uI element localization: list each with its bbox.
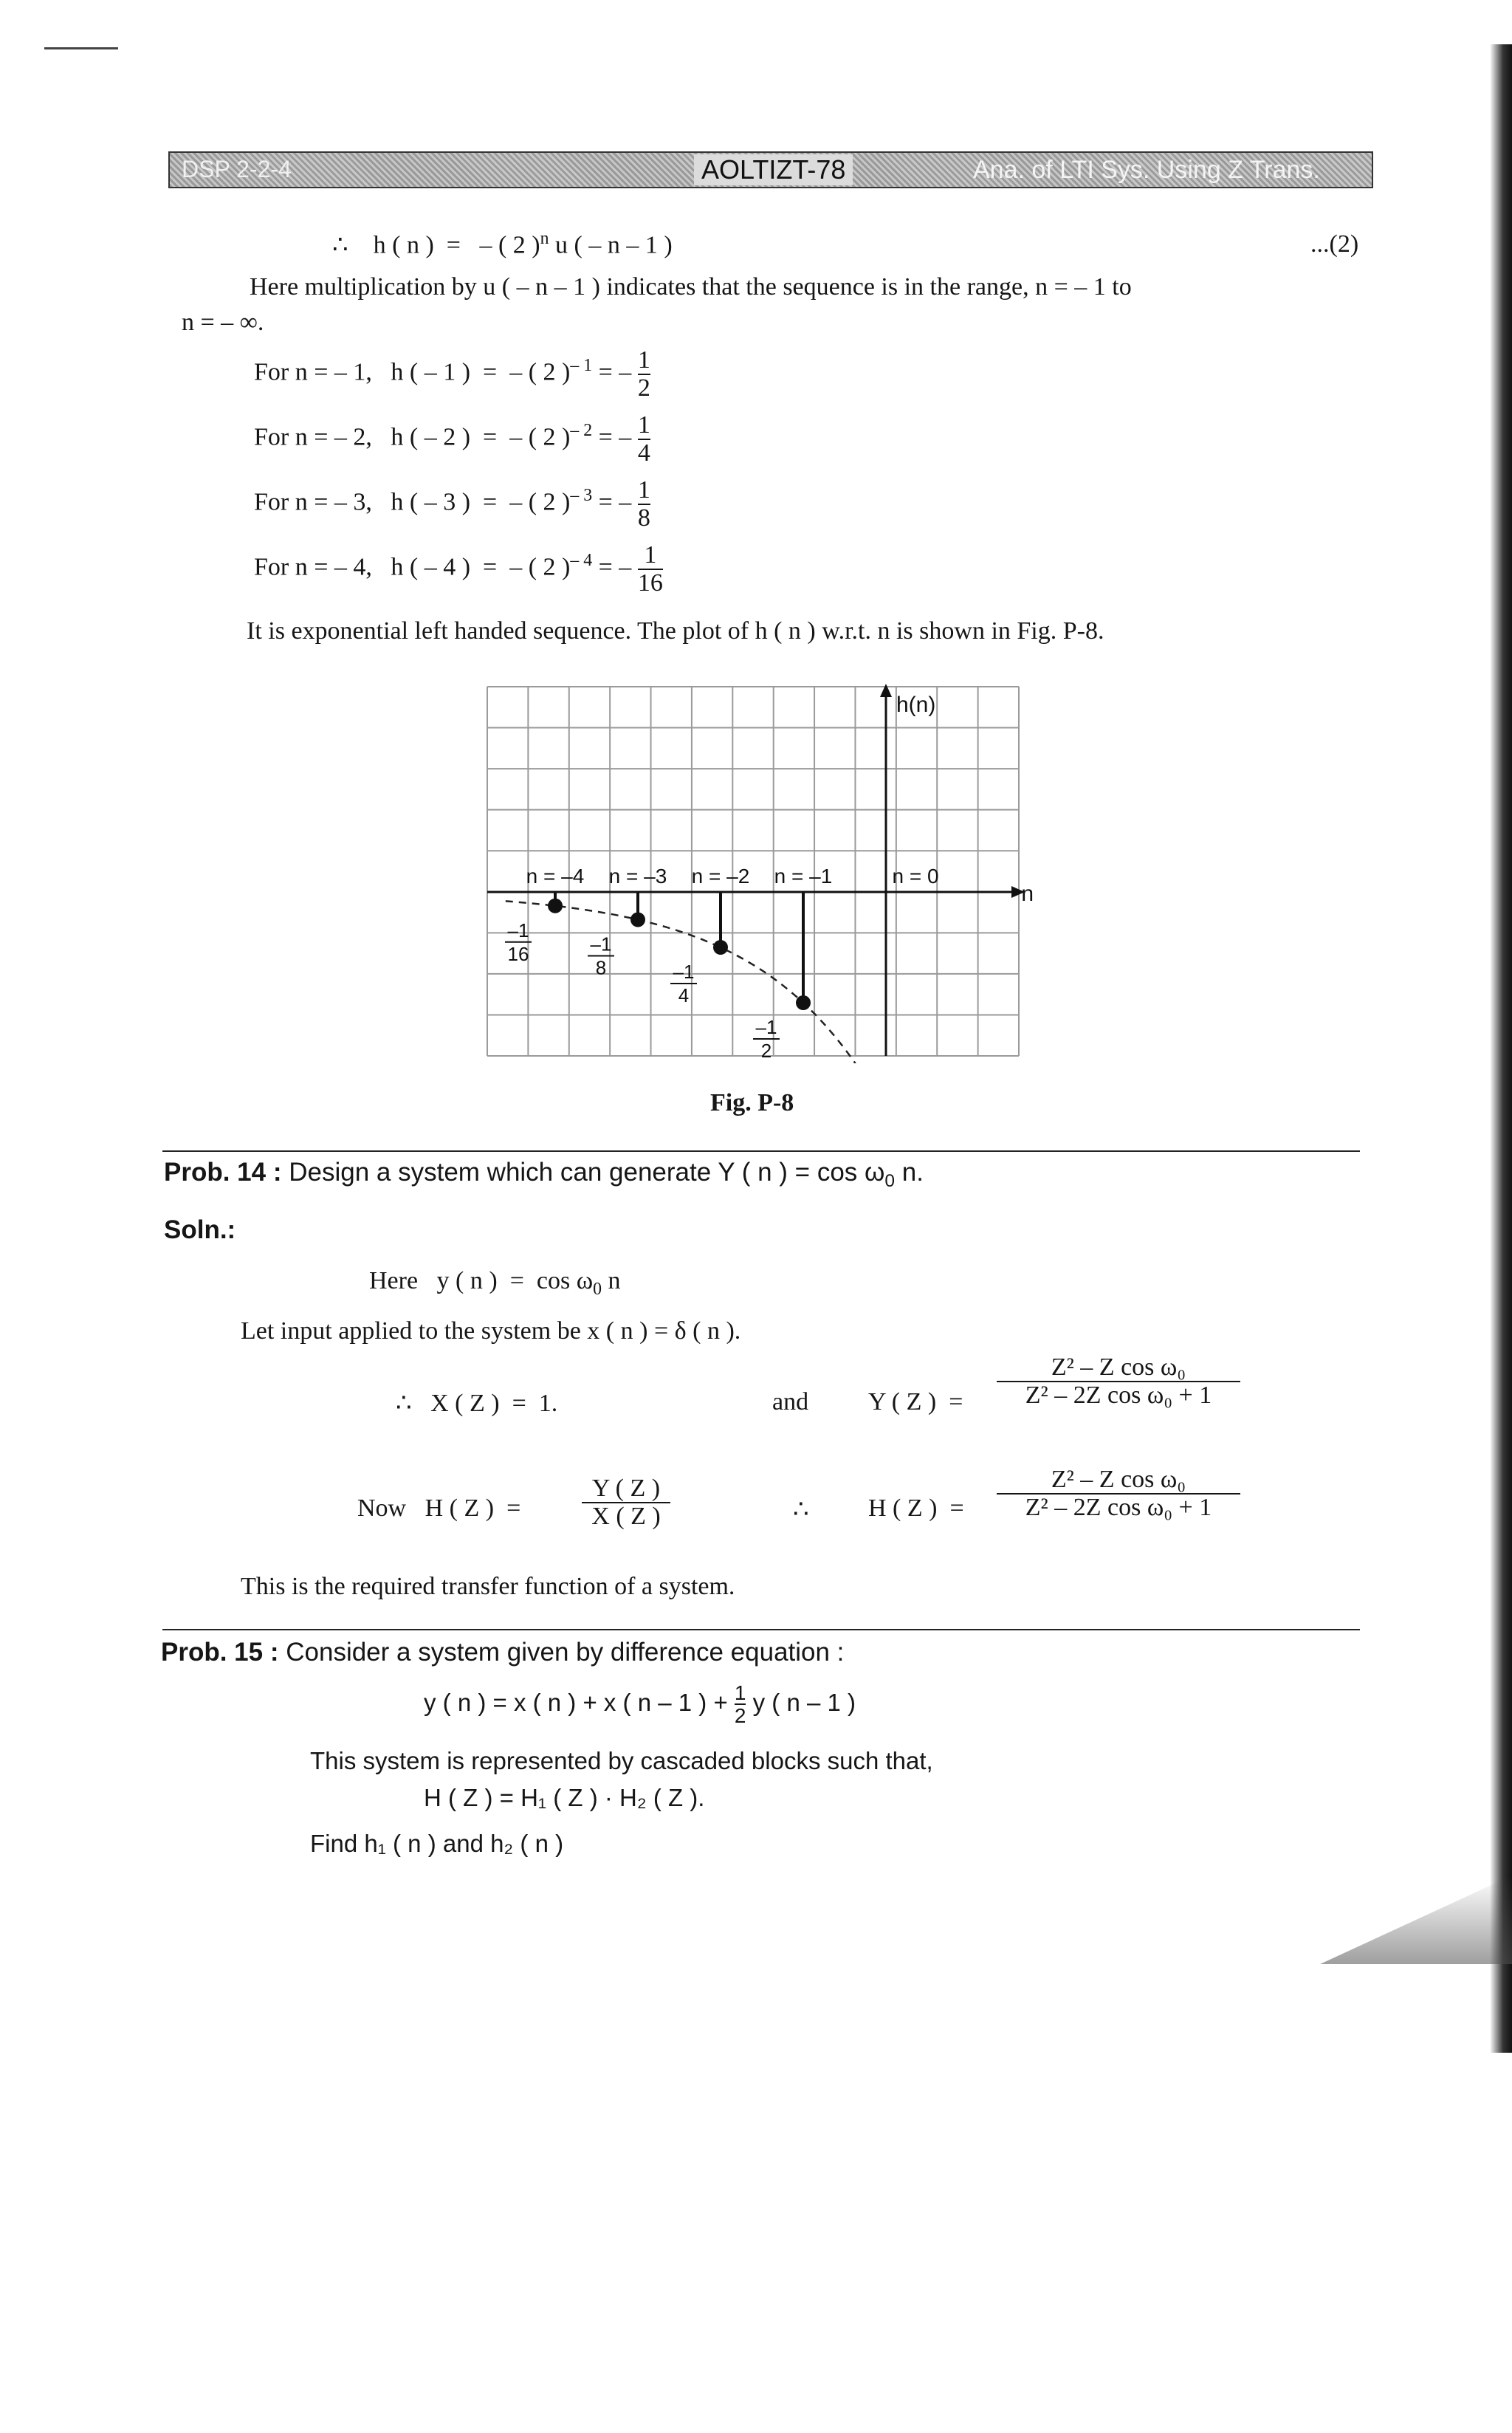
hz-lhs: Now H ( Z ) = [357,1495,521,1522]
problem-text: This system is represented by cascaded blocks such that, [310,1747,933,1774]
point-label-denominator: 2 [760,1040,772,1062]
problem-text: Find h₁ ( n ) and h₂ ( n ) [310,1830,564,1857]
point-label-numerator: –1 [590,933,612,955]
value-row: For n = – 4, h ( – 4 ) = – ( 2 )$^{- 4}$ = – $\frac{1}{16}$ [254,541,663,597]
hz-fraction: $\frac{Y ( Z )}{X ( Z )}$ [582,1475,670,1529]
xz-equation: ∴ X ( Z ) = 1. [396,1390,558,1417]
equation-2: ∴ h ( n ) = – ( 2 )$^n$ u ( – n – 1 ) [332,229,673,259]
paragraph-line: It is exponential left handed sequence. The plot of h ( n ) w.r.t. n is shown in Fig. P-8. [247,617,1104,645]
corner-shadow [1320,1876,1512,1964]
fraction: $\frac{1}{8}$ [637,476,650,532]
hz2-lhs: H ( Z ) = [868,1495,964,1522]
section-divider [162,1150,1360,1152]
tick-label: n = –4 [526,865,585,888]
section-divider [162,1629,1360,1630]
x-axis-label: n [1021,882,1034,906]
problem-14: Prob. 14 : Design a system which can generate Y ( n ) = $\cos \omega_0$ n. [164,1158,924,1191]
h-axis-arrowhead [880,684,892,697]
point-label-numerator: –1 [755,1016,777,1038]
and-word: and [772,1388,809,1415]
solution-line: Here y ( n ) = $\cos \omega_0$ n [369,1267,621,1299]
point-label-denominator: 8 [595,956,607,979]
value-row: For n = – 1, h ( – 1 ) = – ( 2 )$^{- 1}$ = – $\frac{1}{2}$ [254,346,650,402]
paragraph-line: n = – ∞. [182,309,264,336]
tick-label: n = –3 [608,865,667,888]
stem-point [630,913,645,927]
solution-line: Let input applied to the system be x ( n ) = δ ( n ). [241,1317,741,1345]
tick-label: n = 0 [892,865,939,888]
fraction: $\frac{1}{16}$ [637,541,663,597]
yz-lhs: Y ( Z ) = [868,1388,963,1415]
stem-point [548,899,563,913]
equation-tag: ...(2) [1310,230,1359,258]
cascade-equation: H ( Z ) = H₁ ( Z ) · H₂ ( Z ). [424,1784,705,1811]
hz2-fraction: $\frac{\text{Z² – Z cos ω₀}}{\text{Z² – 2Z cos ω₀ + 1}}$ [997,1466,1240,1520]
paragraph-line: Here multiplication by u ( – n – 1 ) indicates that the sequence is in the range, n = – 1 to [250,273,1132,301]
figure-caption: Fig. P-8 [710,1089,794,1116]
problem-15: Prob. 15 : Consider a system given by difference equation : [161,1638,845,1667]
scan-mark [44,47,118,49]
yz-fraction: $\frac{\text{Z² – Z cos ω₀}}{\text{Z² – 2Z cos ω₀ + 1}}$ [997,1354,1240,1408]
conclusion: This is the required transfer function of a system. [241,1573,735,1600]
tick-label: n = –2 [691,865,750,888]
stem-plot [472,679,1034,1063]
header-left: DSP 2-2-4 [182,156,292,182]
point-label-denominator: 4 [678,984,690,1006]
value-row: For n = – 2, h ( – 2 ) = – ( 2 )$^{- 2}$ = – $\frac{1}{4}$ [254,411,650,467]
fraction: $\frac{1}{2}$ [637,346,650,402]
point-label-numerator: –1 [507,919,529,941]
tick-label: n = –1 [774,865,833,888]
value-row: For n = – 3, h ( – 3 ) = – ( 2 )$^{- 3}$ = – $\frac{1}{8}$ [254,476,650,532]
binding-shadow [1490,44,1512,2053]
therefore-symbol: ∴ [793,1496,809,1523]
point-label-numerator: –1 [673,961,695,983]
header-page-code: AOLTIZT-78 [694,154,853,185]
point-label-denominator: 16 [507,942,529,965]
stem-point [713,940,728,955]
fraction: $\frac{1}{4}$ [637,411,650,467]
solution-label: Soln.: [164,1215,236,1244]
stem-point [796,995,811,1010]
y-axis-label: h(n) [896,693,936,717]
header-chapter-title: Ana. of LTI Sys. Using Z Trans. [973,156,1320,184]
difference-equation: y ( n ) = x ( n ) + x ( n – 1 ) + $\frac{1}{2}$ y ( n – 1 ) [424,1681,856,1728]
